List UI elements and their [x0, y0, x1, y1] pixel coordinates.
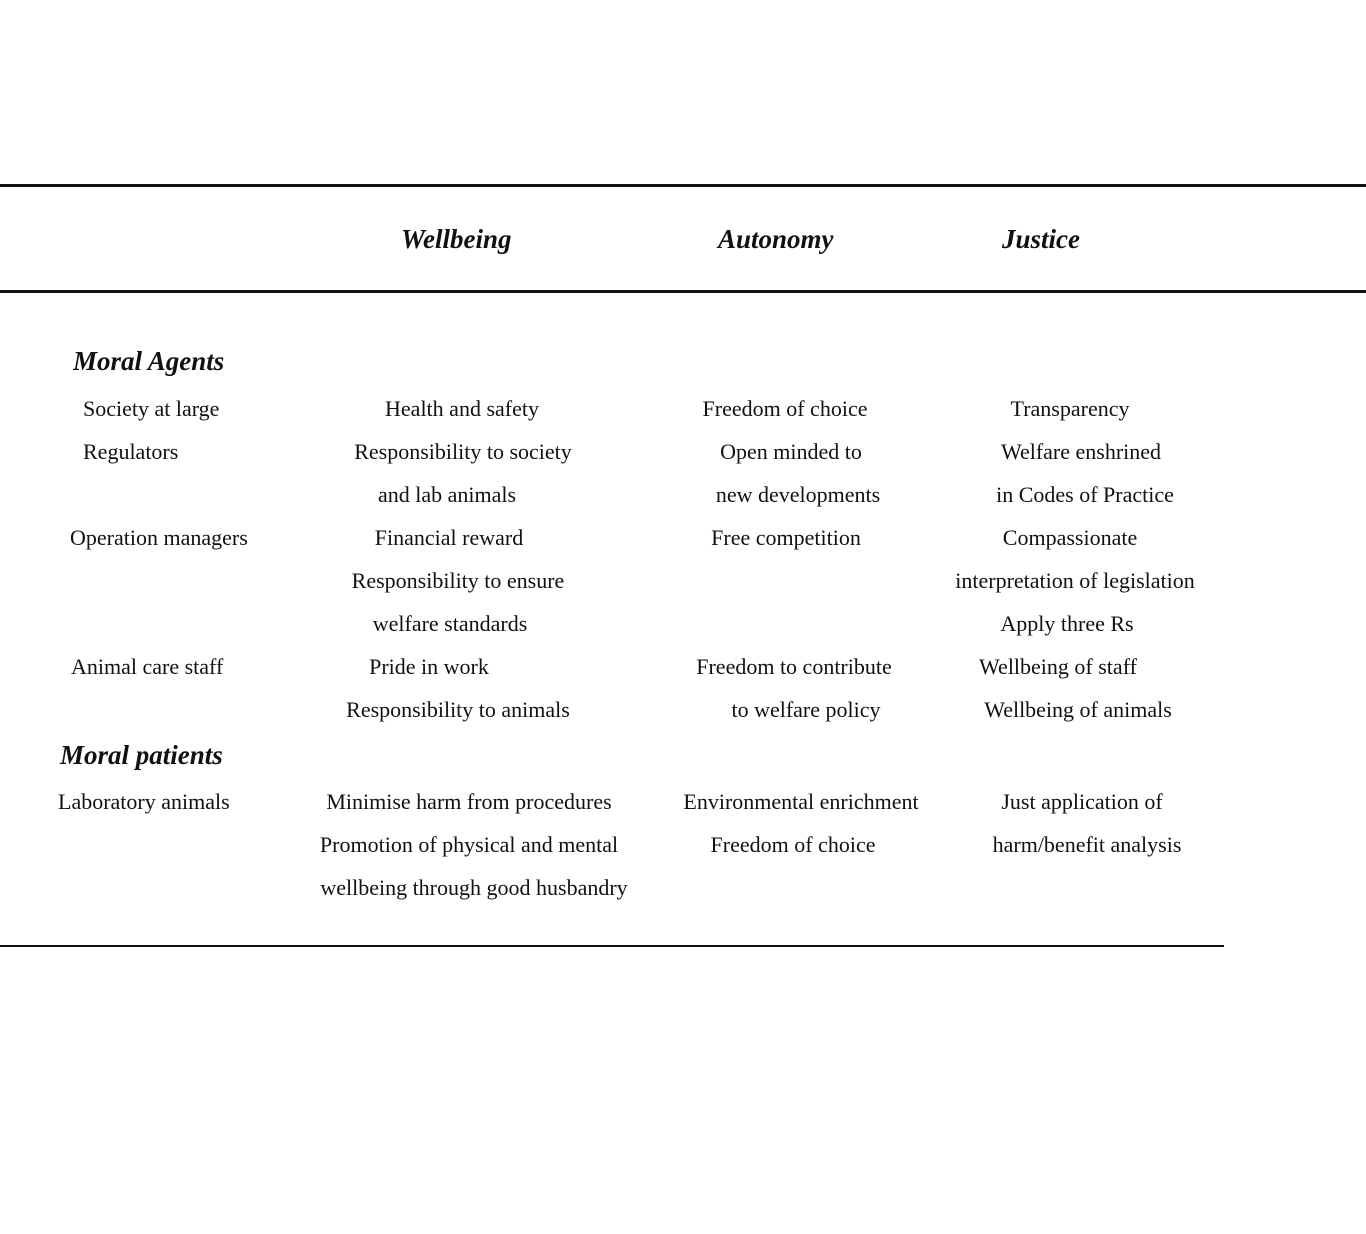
cell-managers-autonomy-1: Free competition [711, 525, 861, 550]
cell-staff-justice-2: Wellbeing of animals [984, 697, 1172, 722]
cell-managers-justice-1: Compassionate [1002, 525, 1138, 550]
header-bottom-rule [0, 290, 1366, 293]
cell-regulators-autonomy-2: new developments [715, 482, 881, 507]
cell-managers-wellbeing-2: Responsibility to ensure [351, 568, 565, 593]
section-heading-moral-patients: Moral patients [60, 740, 223, 770]
cell-lab-wellbeing-1: Minimise harm from procedures [326, 789, 612, 814]
cell-staff-autonomy-2: to welfare policy [731, 697, 881, 722]
row-label-regulators: Regulators [83, 439, 179, 464]
cell-staff-wellbeing-1: Pride in work [369, 654, 489, 679]
cell-regulators-wellbeing-1: Responsibility to society [354, 439, 572, 464]
section-heading-moral-agents: Moral Agents [73, 346, 225, 376]
cell-lab-autonomy-1: Environmental enrichment [683, 789, 919, 814]
row-label-animal-care-staff: Animal care staff [71, 654, 224, 679]
cell-regulators-justice-2: in Codes of Practice [996, 482, 1174, 507]
cell-regulators-justice-1: Welfare enshrined [1000, 439, 1162, 464]
cell-regulators-wellbeing-2: and lab animals [377, 482, 517, 507]
column-header-wellbeing: Wellbeing [401, 224, 512, 254]
column-header-justice: Justice [1002, 224, 1080, 254]
row-label-operation-managers: Operation managers [70, 525, 248, 550]
cell-lab-wellbeing-2: Promotion of physical and mental [319, 832, 619, 857]
cell-managers-justice-3: Apply three Rs [1000, 611, 1134, 636]
cell-society-wellbeing-1: Health and safety [385, 396, 539, 421]
table-bottom-rule [0, 945, 1224, 947]
cell-lab-autonomy-2: Freedom of choice [710, 832, 876, 857]
row-label-laboratory-animals: Laboratory animals [58, 789, 230, 814]
column-header-autonomy: Autonomy [718, 224, 834, 254]
cell-managers-justice-2: interpretation of legislation [955, 568, 1195, 593]
cell-lab-justice-2: harm/benefit analysis [992, 832, 1182, 857]
cell-regulators-autonomy-1: Open minded to [720, 439, 862, 464]
cell-managers-wellbeing-1: Financial reward [374, 525, 524, 550]
cell-society-autonomy-1: Freedom of choice [702, 396, 868, 421]
cell-staff-wellbeing-2: Responsibility to animals [346, 697, 570, 722]
table-top-rule [0, 184, 1366, 187]
cell-managers-wellbeing-3: welfare standards [372, 611, 528, 636]
cell-staff-justice-1: Wellbeing of staff [979, 654, 1137, 679]
row-label-society: Society at large [83, 396, 220, 421]
cell-society-justice-1: Transparency [1010, 396, 1130, 421]
cell-lab-wellbeing-3: wellbeing through good husbandry [320, 875, 628, 900]
cell-lab-justice-1: Just application of [1001, 789, 1163, 814]
cell-staff-autonomy-1: Freedom to contribute [696, 654, 892, 679]
